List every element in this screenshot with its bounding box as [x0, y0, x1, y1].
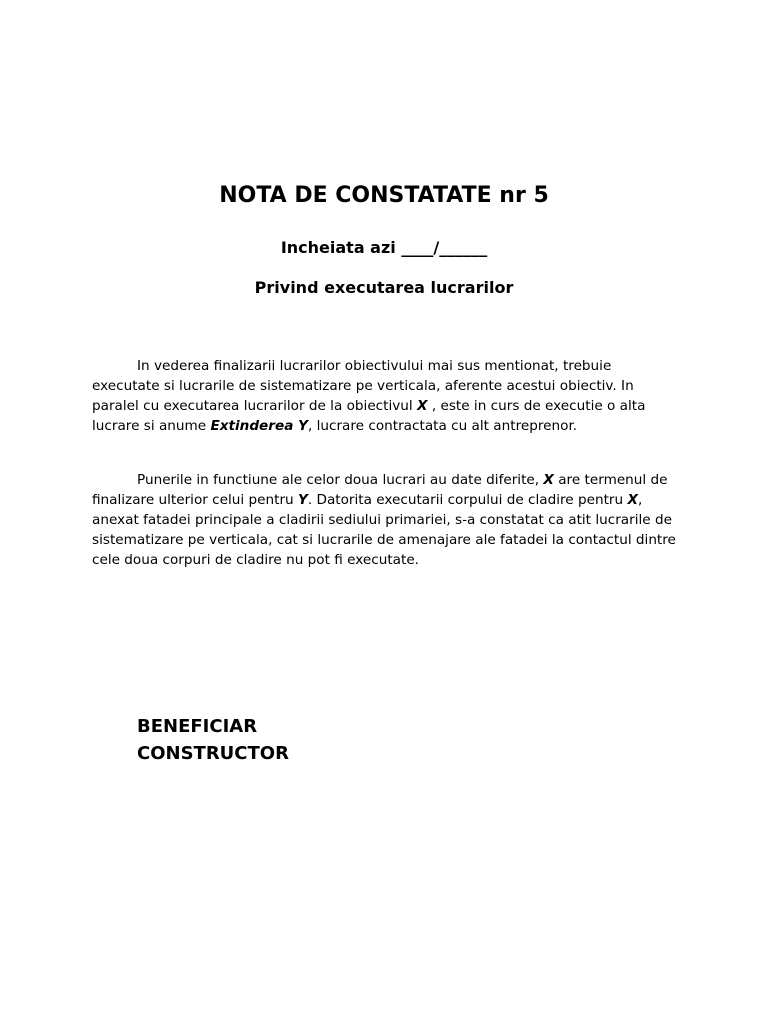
paragraph-1-text-1: In vederea finalizarii lucrarilor obiectivului mai sus mentionat, trebuie executate si lucrarile de sistematizare pe verticala, aferente acestui obiectiv. In paralel cu executarea lucrarilor de la obiectivul [92, 358, 634, 414]
paragraph-1 [92, 356, 676, 436]
signature-constructor: CONSTRUCTOR [137, 743, 289, 764]
paragraph-2-text-4: , anexat fatadei principale a cladirii sediului primariei, s-a constatat ca atit lucrarile de sistematizare pe verticala, cat si lucrarile de amenajare ale fatadei la contactul dintre cele doua corpuri de cladire nu pot fi executate. [92, 492, 676, 568]
subject-line: Privind executarea lucrarilor [254, 278, 514, 297]
objective-x-ref: X [627, 492, 638, 508]
document-title: NOTA DE CONSTATATE nr 5 [219, 183, 549, 208]
paragraph-2-text-2: are termenul de finalizare ulterior celui pentru [92, 472, 668, 508]
date-line: Incheiata azi ____/______ [280, 238, 488, 257]
extension-y-ref: Extinderea Y [210, 418, 308, 434]
objective-x-ref: X [543, 472, 554, 488]
paragraph-2-text-3: . Datorita executarii corpului de cladire pentru [307, 492, 628, 508]
paragraph-1-text-3: , lucrare contractata cu alt antreprenor. [307, 418, 578, 434]
signature-beneficiar: BENEFICIAR [137, 716, 258, 737]
objective-x-ref: X [417, 398, 428, 414]
paragraph-1-text-2: , este in curs de executie o alta lucrare si anume [92, 398, 646, 434]
paragraph-2-text-1: Punerile in functiune ale celor doua lucrari au date diferite, [137, 472, 544, 488]
objective-y-ref: Y [297, 492, 308, 508]
paragraph-2 [92, 470, 676, 570]
